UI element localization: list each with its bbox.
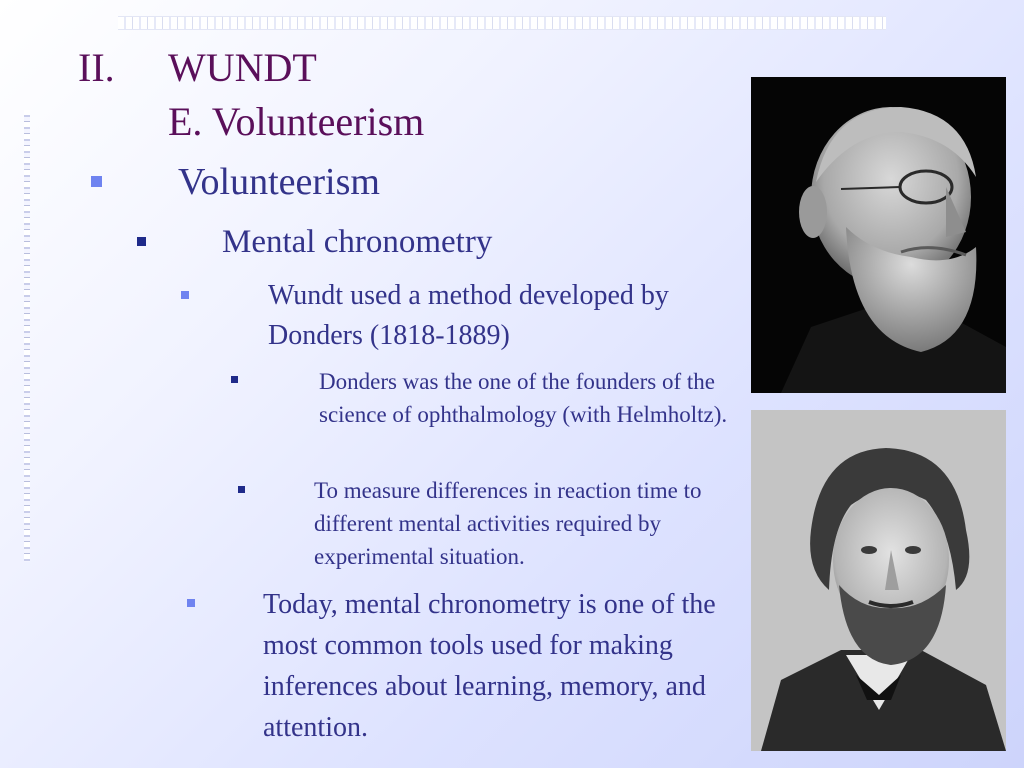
- bullet-square-icon: [187, 599, 195, 607]
- bullet-level1-text: Volunteerism: [178, 161, 380, 203]
- bullet-square-icon: [91, 176, 102, 187]
- wundt-portrait: [751, 77, 1006, 393]
- title-number: II.: [78, 45, 115, 90]
- bullet-square-icon: [238, 486, 245, 493]
- page-title: WUNDT: [168, 45, 317, 90]
- donders-portrait: [751, 410, 1006, 751]
- decorative-top-rule: [118, 16, 886, 30]
- bullet-level4-text: To measure differences in reaction time to different mental activities required by experimental situation.: [314, 478, 702, 569]
- bullet-level4-text: Donders was the one of the founders of the science of ophthalmology (with Helmholtz).: [319, 369, 728, 427]
- bullet-level3-text: Today, mental chronometry is one of the most common tools used for making inferences about learning, memory, and attention.: [263, 589, 716, 743]
- bullet-square-icon: [231, 376, 238, 383]
- bullet-level3-text: Wundt used a method developed by Donders (1818-1889): [268, 280, 669, 351]
- bullet-square-icon: [137, 237, 146, 246]
- bullet-level2-text: Mental chronometry: [222, 224, 493, 260]
- bullet-square-icon: [181, 291, 189, 299]
- decorative-left-rule: [24, 110, 30, 562]
- page-subtitle: E. Volunteerism: [168, 99, 425, 144]
